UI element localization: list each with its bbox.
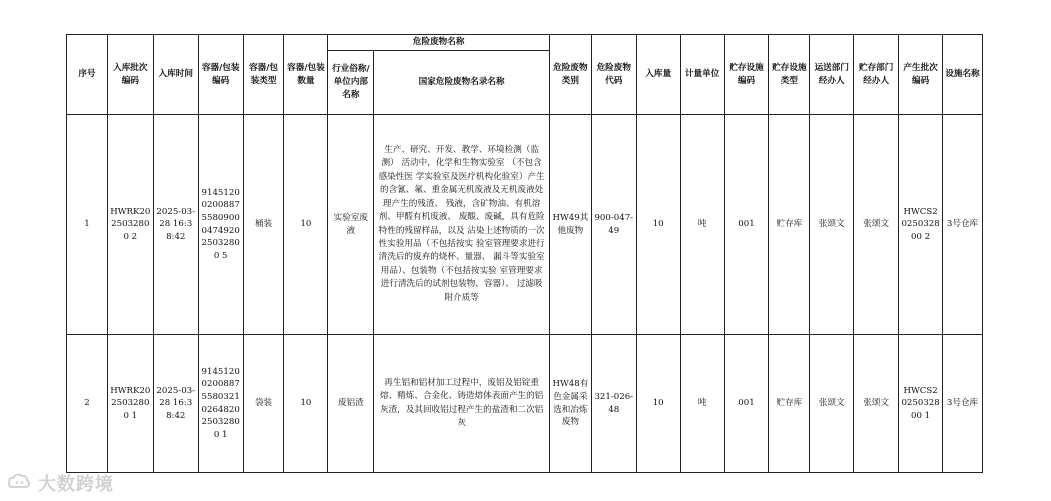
cell-waste-code: 321-026-48 (591, 335, 636, 473)
cell-seq: 2 (67, 335, 108, 473)
table-row (67, 335, 983, 473)
cell-produce-batch: HWCS2025032800 1 (899, 335, 943, 473)
cell-facility-code: 001 (724, 335, 769, 473)
header-in-time: 入库时间 (153, 35, 198, 115)
cell-industry-name: 废铝渣 (328, 335, 374, 473)
cell-batch-code: HWRK2025032800 1 (107, 335, 153, 473)
watermark (6, 471, 114, 495)
cell-batch-code: HWRK2025032800 2 (107, 115, 153, 335)
cell-transport-agent: 张颂文 (810, 335, 854, 473)
header-row-group (67, 35, 983, 51)
cell-waste-category: HW48有色金属采选和冶炼废物 (549, 335, 591, 473)
cell-container-qty: 10 (284, 335, 328, 473)
header-produce-batch: 产生批次编码 (899, 35, 943, 115)
header-industry-name: 行业俗称/单位内部名称 (328, 51, 374, 115)
cell-national-name: 生产、研究、开发、教学、环境检测（监测） 活动中，化学和生物实验室 （不包含感染性医 学实验室及医疗机构化验室）产生的含氰、氟、重金属无机废液及无机废液处理产生的残渣、 残液，含矿物油、有机溶剂、甲醛有机废液、 废酸、废碱，具有危险特性的残留样品，以及 沾染上述物质的一次性实验用品（不包括按实 验室管理要求进行清洗后的废弃的烧杯、量器、 漏斗等实验室用品）、包装物（不包括按实验 室管理要求进行清洗后的试剂包装物、容器）、 过滤吸附介质等 (374, 115, 550, 335)
header-container-type: 容器/包装类型 (243, 35, 284, 115)
table-row (67, 115, 983, 335)
cell-container-qty: 10 (284, 115, 328, 335)
cell-container-code: 914512002008875580321026482025032800 1 (198, 335, 243, 473)
header-waste-code: 危险废物代码 (591, 35, 636, 115)
header-seq: 序号 (67, 35, 108, 115)
cell-industry-name: 实验室废液 (328, 115, 374, 335)
hazardous-waste-inbound-sheet (66, 34, 983, 470)
inbound-record-table (66, 34, 983, 473)
cell-national-name: 再生铝和铝材加工过程中，废铝及铝锭重熔、精炼、合金化、铸造熔体表面产生的铝灰渣，及其回收铝过程产生的盐渣和二次铝灰 (374, 335, 550, 473)
cell-in-time: 2025-03-28 16:38:42 (153, 115, 198, 335)
header-in-qty: 入库量 (636, 35, 680, 115)
header-transport-agent: 运送部门经办人 (810, 35, 854, 115)
header-waste-category: 危险废物类别 (549, 35, 591, 115)
cell-facility-code: 001 (724, 115, 769, 335)
header-storage-agent: 贮存部门经办人 (854, 35, 899, 115)
cell-container-type: 桶装 (243, 115, 284, 335)
header-national-name: 国家危险废物名录名称 (374, 51, 550, 115)
cell-waste-code: 900-047-49 (591, 115, 636, 335)
header-batch-code: 入库批次编码 (107, 35, 153, 115)
cell-facility-name: 3号仓库 (943, 115, 983, 335)
header-unit: 计量单位 (680, 35, 724, 115)
cell-in-qty: 10 (636, 115, 680, 335)
cell-container-type: 袋装 (243, 335, 284, 473)
header-facility-name: 设施名称 (943, 35, 983, 115)
cell-transport-agent: 张颂文 (810, 115, 854, 335)
cell-in-time: 2025-03-28 16:38:42 (153, 335, 198, 473)
watermark-text: 大数跨境 (38, 474, 114, 495)
header-container-qty: 容器/包装数量 (284, 35, 328, 115)
header-container-code: 容器/包装编码 (198, 35, 243, 115)
header-facility-type: 贮存设施类型 (769, 35, 810, 115)
cell-seq: 1 (67, 115, 108, 335)
header-facility-code: 贮存设施编码 (724, 35, 769, 115)
cell-waste-category: HW49其他废物 (549, 115, 591, 335)
cell-in-qty: 10 (636, 335, 680, 473)
cell-facility-type: 贮存库 (769, 335, 810, 473)
cloud-logo-icon (6, 470, 32, 496)
cell-unit: 吨 (680, 335, 724, 473)
cell-container-code: 914512002008875580900047492025032800 5 (198, 115, 243, 335)
header-waste-name-group: 危险废物名称 (328, 35, 550, 51)
cell-unit: 吨 (680, 115, 724, 335)
cell-storage-agent: 张颂文 (854, 115, 899, 335)
cell-produce-batch: HWCS2025032800 2 (899, 115, 943, 335)
cell-storage-agent: 张颂文 (854, 335, 899, 473)
cell-facility-type: 贮存库 (769, 115, 810, 335)
cell-facility-name: 3号仓库 (943, 335, 983, 473)
